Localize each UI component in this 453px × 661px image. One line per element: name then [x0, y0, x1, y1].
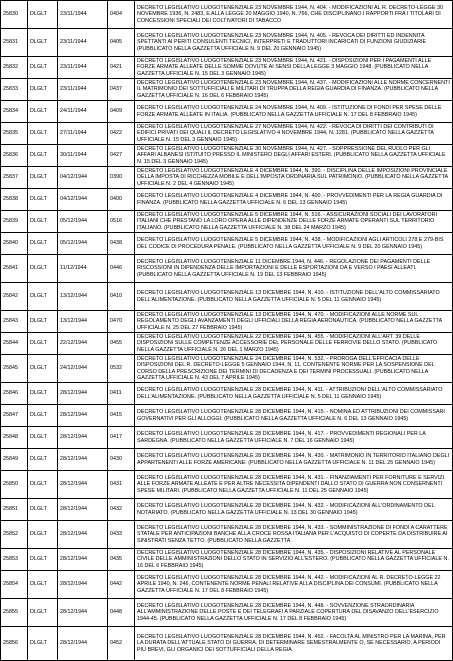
act-date: 28/12/1944: [58, 627, 108, 661]
act-date: 27/11/1944: [58, 123, 108, 145]
act-type: DLGLT: [28, 145, 58, 167]
act-description: DECRETO LEGISLATIVO LUOGOTENENZIALE 28 DICEMBRE 1944, N. 431. - FINANZIAMENTI PER FORNITURE E SERVIZI ALLE FORZE ARMATE ALLEATE E PER ALTRE NECESSITA DIPENDENTI DALLO STATO DI GUERRA NON CONSERNENTI SPESE MILITARI. (PUBBLICATO NELLA GAZZETTA UFFICIALE N. 11 DEL 25 GENNAIO 1945): [135, 471, 453, 499]
table-row: [1, 29, 453, 57]
record-number: 25849: [1, 449, 28, 471]
act-description: DECRETO LEGISLATIVO LUOGOTENENZIALE 13 DICEMBRE 1944, N. 410. - ISTITUZIONE DELL'ALTO COMMISSARIATO DELL'ALIMENTAZIONE. (PUBBLICATO NELLA GAZZETTA UFFICIALE N. 5 DEL 11 GENNAIO 1945): [135, 283, 453, 311]
act-type: DLGLT: [28, 499, 58, 521]
act-number: 0516: [108, 211, 135, 233]
record-number: 25848: [1, 427, 28, 449]
act-description: DECRETO LEGISLATIVO LUOGOTENENZIALE 23 NOVEMBRE 1944, N. 405. - REVOCA DEI DIRITTI ED INDENNITA SPETTANTI AI PERITI CONSULENTI TECNICI, INTERPRETI E TRADUTTORI INCARICATI DI FUNZIONI GIUDIZIARIE (PUBBLICATO NELLA GAZZETTA UFFICIALE N. 9 DEL 20 GENNAIO 1945): [135, 29, 453, 57]
act-type: DLGLT: [28, 79, 58, 101]
act-date: 05/12/1944: [58, 211, 108, 233]
act-number: 0433: [108, 521, 135, 549]
act-description: DECRETO LEGISLATIVO LUOGOTENENZIALE 4 DICEMBRE 1944, N. 390. - DISCIPLINA DELLE IMPOSIZIONI PROVINCIALE DELLA IMPOSTA DI RICCHEZZA MOBILE E DELL'IMPOSTA ORDINARIA SUL PATRIMONIO. (PUBBLICATO NELLA GAZZETTA UFFICIALE N. 2 DEL 4 GENNAIO 1945): [135, 167, 453, 189]
act-number: 0400: [108, 189, 135, 211]
act-number: 0438: [108, 233, 135, 255]
record-number: 25850: [1, 471, 28, 499]
act-type: DLGLT: [28, 405, 58, 427]
act-type: DLGLT: [28, 383, 58, 405]
act-number: 0427: [108, 145, 135, 167]
act-date: 28/12/1944: [58, 427, 108, 449]
act-type: DLGLT: [28, 549, 58, 571]
act-date: 28/12/1944: [58, 521, 108, 549]
act-number: 0390: [108, 167, 135, 189]
table-row: [1, 405, 453, 427]
record-number: 25851: [1, 499, 28, 521]
act-number: 0431: [108, 471, 135, 499]
record-number: 25855: [1, 599, 28, 627]
act-type: DLGLT: [28, 189, 58, 211]
act-type: DLGLT: [28, 333, 58, 355]
act-date: 04/12/1944: [58, 189, 108, 211]
table-row: [1, 1, 453, 29]
act-number: 0411: [108, 383, 135, 405]
act-date: 23/11/1944: [58, 57, 108, 79]
table-row: [1, 211, 453, 233]
record-number: 25832: [1, 57, 28, 79]
act-type: DLGLT: [28, 521, 58, 549]
act-date: 23/11/1944: [58, 1, 108, 29]
act-description: DECRETO LEGISLATIVO LUOGOTENENZIALE 28 DICEMBRE 1944, N. 430. - MATRIMONIO IN TERRITORIO ITALIANO DEGLI APPARTENENTI ALLE FORZE AMERICANE. (PUBBLICATO NELLA GAZZETTA UFFICIALE N. 11 DEL 25 GENNAIO 1945): [135, 449, 453, 471]
act-description: DECRETO LEGISLATIVO LUOGOTENENZIALE 28 DICEMBRE 1944, N. 448. - SOVVENZIONE STRAORDINARIA ALL'AMMINISTRAZIONE DELLE POSTE E DEI TELEGRAFI A PARZIALE COPERTURA DEL DISAVANZO DELL'ESERCIZIO 1944-45. (PUBBLICATO NELLA GAZZETTA UFFICIALE N. 17 DEL 8 FEBBRAIO 1945): [135, 599, 453, 627]
act-date: 28/12/1944: [58, 449, 108, 471]
record-number: 25845: [1, 355, 28, 383]
act-type: DLGLT: [28, 167, 58, 189]
table-row: [1, 549, 453, 571]
record-number: 25856: [1, 627, 28, 661]
act-number: 0446: [108, 255, 135, 283]
record-number: 25840: [1, 233, 28, 255]
act-date: 28/12/1944: [58, 383, 108, 405]
act-date: 30/11/1944: [58, 145, 108, 167]
act-date: 28/12/1944: [58, 571, 108, 599]
act-type: DLGLT: [28, 1, 58, 29]
act-description: DECRETO LEGISLATIVO LUOGOTENENZIALE 28 DICEMBRE 1944, N. 432. - MODIFICAZIONI ALL'ORDINAMENTO DEL NOTARIATO. (PUBBLICATO NELLA GAZZETTA UFFICIALE N. 13 DEL 30 GENNAIO 1945): [135, 499, 453, 521]
act-date: 05/12/1944: [58, 233, 108, 255]
act-type: DLGLT: [28, 449, 58, 471]
record-number: 25831: [1, 29, 28, 57]
table-row: [1, 427, 453, 449]
act-date: 28/12/1944: [58, 599, 108, 627]
act-type: DLGLT: [28, 599, 58, 627]
act-date: 13/12/1944: [58, 283, 108, 311]
act-number: 0421: [108, 57, 135, 79]
act-date: 04/12/1944: [58, 167, 108, 189]
act-description: DECRETO LEGISLATIVO LUOGOTENENZIALE 28 DICEMBRE 1944, N. 415. - NOMINA ED ATTRIBUZIONI DEI COMMISSARI GOVERNATIVI PER GLI ALLOGGI. (PUBBLICATO NELLA GAZZETTA UFFICIALE N. 6 DEL 13 GENNAIO 1945): [135, 405, 453, 427]
act-description: DECRETO LEGISLATIVO LUOGOTENENZIALE 22 DICEMBRE 1944, N. 455. - MODIFICAZIONI ALL'ART. 39 DELLE DISPOSIZIONI SULLE COMPETENZE ACCESSORIE DEL PERSONALE DELLE FERROVIE DELLO STATO. (PUBBLICATO NELLA GAZZETTA UFFICIALE N. 26 DEL 1 MARZO 1945): [135, 333, 453, 355]
act-type: DLGLT: [28, 311, 58, 333]
act-description: DECRETO LEGISLATIVO LUOGOTENENZIALE 5 DICEMBRE 1944, N. 438. - MODIFICAZIONI AGLI ARTICOLI 278 E 279-BIS DEL CODICE DI PROCEDURA PENALE. (PUBBLICATO NELLA GAZZETTA UFFICIALE N. 9 DEL 20 GENNAIO 1945): [135, 233, 453, 255]
table-row: [1, 123, 453, 145]
table-row: [1, 57, 453, 79]
table-row: [1, 521, 453, 549]
act-date: 28/12/1944: [58, 405, 108, 427]
act-date: 23/11/1944: [58, 29, 108, 57]
act-type: DLGLT: [28, 571, 58, 599]
act-description: DECRETO LEGISLATIVO LUOGOTENENZIALE 24 NOVEMBRE 1944, N. 409. - ISTITUZIONE DI FONDI PER SPESE DELLE FORZE ARMATE ALLEATE IN ITALIA. (PUBBLICATO NELLA GAZZETTA UFFICIALE N. 17 DEL 8 FEBBRAIO 1945): [135, 101, 453, 123]
act-description: DECRETO LEGISLATIVO LUOGOTENENZIALE 23 NOVEMBRE 1944, N. 437. - MODIFICAZIONI ALLE NORME CONCERNENTI IL MATRIMONIO DEI SOTTUFFICIALI E MILITARI DI TRUPPA DELLA REGIA GUARDIA DI FINANZA. (PUBBLICATO NELLA GAZZETTA UFFICIALE N. 16 DEL 6 FEBBRAIO 1945): [135, 79, 453, 101]
act-number: 0442: [108, 571, 135, 599]
act-type: DLGLT: [28, 29, 58, 57]
record-number: 25842: [1, 283, 28, 311]
table-row: [1, 283, 453, 311]
act-description: DECRETO LEGISLATIVO LUOGOTENENZIALE 28 DICEMBRE 1944, N. 435. - DISPOSIZIONI RELATIVE AL PERSONALE CIVILE DELLE AMMINISTRAZIONI DELLO STATO IN SERVIZIO ALL'ESTERO. (PUBBLICATO NELLA GAZZETTA UFFICIALE N. 16 DEL 6 FEBBRAIO 1945): [135, 549, 453, 571]
table-row: [1, 255, 453, 283]
act-number: 0437: [108, 79, 135, 101]
table-row: [1, 571, 453, 599]
act-number: 0452: [108, 627, 135, 661]
record-number: 25843: [1, 311, 28, 333]
decrees-table-body: [1, 1, 453, 661]
act-number: 0410: [108, 283, 135, 311]
act-type: DLGLT: [28, 211, 58, 233]
act-date: 13/12/1944: [58, 311, 108, 333]
act-date: 28/12/1944: [58, 471, 108, 499]
act-description: DECRETO LEGISLATIVO LUOGOTENENZIALE 5 DICEMBRE 1944, N. 516. - ASSICURAZIONI SOCIALI DEI LAVORATORI ITALIANI CHE PRESTANO LA LORO OPERA ALLE DIPENDENZE DELLE FORZE ARMATE OPERANTI SUL TERRITORIO ITALIANO. (PUBBLICATO NELLA GAZZETTA UFFICIALE N. 38 DEL 24 MARZO 1945): [135, 211, 453, 233]
act-number: 0422: [108, 123, 135, 145]
act-date: 11/12/1944: [58, 255, 108, 283]
table-row: [1, 599, 453, 627]
act-description: DECRETO LEGISLATIVO LUOGOTENENZIALE 11 DICEMBRE 1944, N. 446. - REGOLAZIONE DEI PAGAMENTI DELLE RISCOSSIONI IN DIPENDENZA DELLE IMPORTAZIONI E DELLE ESPORTAZIONI DA E VERSO I PAESI ALLEATI. (PUBBLICATO NELLA GAZZETTA UFFICIALE N. 19 DEL 13 FEBBRAIO 1945): [135, 255, 453, 283]
act-description: DECRETO LEGISLATIVO LUOGOTENENZIALE 23 NOVEMBRE 1944, N. 421. - DISPOSIZIONI PER I PAGAMENTI ALLE FORZE ARMATE ALLEATE DELLE SOMME DOVUTE AI SENSI DELLA LEGGE 3 MAGGIO 1948. (PUBBLICATO NELLA GAZZETTA UFFICIALE N. 15 DEL 3 GENNAIO 1945): [135, 57, 453, 79]
act-description: DECRETO LEGISLATIVO LUOGOTENENZIALE 28 DICEMBRE 1944, N. 433. - SOMMINISTRAZIONE DI FONDI A CARATTERE STATALE PER ANTICIPAZIONI BANCHE ALLA CROCE ROSSA ITALIANA PER L'ACQUISTO DI COPERTE DA DISTRIBUIRE AI SINISTRATI SENZA TETTO. (PUBBLICATO NELLA GAZZETTA: [135, 521, 453, 549]
act-number: 0435: [108, 549, 135, 571]
record-number: 25838: [1, 189, 28, 211]
act-date: 28/12/1944: [58, 549, 108, 571]
act-type: DLGLT: [28, 471, 58, 499]
act-description: DECRETO LEGISLATIVO LUOGOTENENZIALE 4 DICEMBRE 1944, N. 400. - PROVVEDIMENTI PER LA REGIA GUARDIA DI FINANZA. (PUBBLICATO NELLA GAZZETTA UFFICIALE N. 6 DEL 13 GENNAIO 1945): [135, 189, 453, 211]
act-type: DLGLT: [28, 255, 58, 283]
record-number: 25839: [1, 211, 28, 233]
act-type: DLGLT: [28, 355, 58, 383]
record-number: 25852: [1, 521, 28, 549]
record-number: 25854: [1, 571, 28, 599]
table-row: [1, 499, 453, 521]
act-description: DECRETO LEGISLATIVO LUOGOTENENZIALE 27 NOVEMBRE 1944, N. 422. - REVOCA DI DIRITTI DEI CONTRIBUTI DI EDIFICI PRIVATI DEI QUALI IL DECRETO LEGISLATIVO 4 NOVEMBRE 1944, N. 1281. (PUBBLICATO NELLA GAZZETTA UFFICIALE N. 15 DEL 3 GENNAIO 1945): [135, 123, 453, 145]
act-number: 0470: [108, 311, 135, 333]
record-number: 25841: [1, 255, 28, 283]
act-description: DECRETO LEGISLATIVO LUOGOTENENZIALE 24 DICEMBRE 1944, N. 532. - PROROGA DELL'EFFICACIA DELLE DISPOSIZIONI DEL R. DECRETO-LEGGE 5 GENNAIO 1944, N. 11, CONTENENTE NORME PER LA SOSPENSIONE DEL CORSO DELLA PRESCRIZIONE DEI TERMINI DI DECADENZA E DEI TERMINI PROCESSUALI. (PUBBLICATO NELLA GAZZETTA UFFICIALE N. 43 DEL 7 APRILE 1945): [135, 355, 453, 383]
table-row: [1, 311, 453, 333]
table-row: [1, 449, 453, 471]
act-date: 28/12/1944: [58, 499, 108, 521]
record-number: 25835: [1, 123, 28, 145]
record-number: 25837: [1, 167, 28, 189]
record-number: 25847: [1, 405, 28, 427]
act-description: DECRETO LEGISLATIVO LUOGOTENENZIALE 28 DICEMBRE 1944, N. 442. - MODIFICAZIONI AL R. DECRETO-LEGGE 22 APRILE 1940, N. 246, CONTENENTE NORME PENALI RELATIVE ALLA DISCIPLINA DEI CONSUMI. (PUBBLICATO NELLA GAZZETTA UFFICIALE N. 17 DEL 8 FEBBRAIO 1945): [135, 571, 453, 599]
act-number: 0404: [108, 1, 135, 29]
act-date: 24/12/1944: [58, 355, 108, 383]
act-description: DECRETO LEGISLATIVO LUOGOTENENZIALE 13 DICEMBRE 1944, N. 470. - MODIFICAZIONI ALLE NORME SUL REGOLAMENTO DEGLI AVANZAMENTI DEGLI UFFICIALI DELLA REGIA AERONAUTICA. (PUBBLICATO NELLA GAZZETTA UFFICIALE N. 25 DEL 27 FEBBRAIO 1945): [135, 311, 453, 333]
act-description: DECRETO LEGISLATIVO LUOGOTENENZIALE 23 NOVEMBRE 1944, N. 404. - MODIFICAZIONI AL R. DECRETO-LEGGE 30 NOVEMBRE 1936, N. 2483, E ALLA LEGGE 20 MAGGIO 1940, N. 766, CHE DISCIPLINANO I RAPPORTI FRA I TITOLARI DI CONCESSIONI SPECIALI DEI COLTIVATORI DI TABACCO: [135, 1, 453, 29]
act-number: 0409: [108, 101, 135, 123]
table-row: [1, 355, 453, 383]
act-description: DECRETO LEGISLATIVO LUOGOTENENZIALE 28 DICEMBRE 1944, N. 411. - ATTRIBUZIONI DELL'ALTO COMMISSARIATO DELL'ALIMENTAZIONE. (PUBBLICATO NELLA GAZZETTA UFFICIALE N. 5 DEL 11 GENNAIO 1945): [135, 383, 453, 405]
act-type: DLGLT: [28, 427, 58, 449]
act-number: 0448: [108, 599, 135, 627]
act-type: DLGLT: [28, 627, 58, 661]
act-date: 23/11/1944: [58, 79, 108, 101]
act-number: 0415: [108, 405, 135, 427]
table-row: [1, 101, 453, 123]
table-row: [1, 627, 453, 661]
act-type: DLGLT: [28, 233, 58, 255]
table-row: [1, 383, 453, 405]
record-number: 25844: [1, 333, 28, 355]
table-row: [1, 145, 453, 167]
act-date: 22/12/1944: [58, 333, 108, 355]
act-number: 0432: [108, 499, 135, 521]
table-row: [1, 189, 453, 211]
record-number: 25836: [1, 145, 28, 167]
act-type: DLGLT: [28, 283, 58, 311]
record-number: 25830: [1, 1, 28, 29]
act-number: 0405: [108, 29, 135, 57]
act-date: 24/11/1944: [58, 101, 108, 123]
table-row: [1, 233, 453, 255]
record-number: 25846: [1, 383, 28, 405]
act-description: DECRETO LEGISLATIVO LUOGOTENENZIALE 28 DICEMBRE 1944, N. 452. - FACOLTA AL MINISTRO PER LA MARINA, PER LA DURATA DELL'ATTUALE STATO DI GUERRA, DI DETERMINARE SEMESTRALMENTE O, SE NECESSARIO, A PERIODI PIU BREVI, GLI ORGANICI DEI SOTTUFFICIALI DELLA REGIA: [135, 627, 453, 661]
act-type: DLGLT: [28, 101, 58, 123]
act-number: 0430: [108, 449, 135, 471]
record-number: 25833: [1, 79, 28, 101]
act-description: DECRETO LEGISLATIVO LUOGOTENENZIALE 28 DICEMBRE 1944, N. 417. - PROVVEDIMENTI REGIONALI PER LA SARDEGNA. (PUBBLICATO NELLA GAZZETTA UFFICIALE N. 7 DEL 16 GENNAIO 1945): [135, 427, 453, 449]
record-number: 25834: [1, 101, 28, 123]
table-row: [1, 167, 453, 189]
act-number: 0455: [108, 333, 135, 355]
act-type: DLGLT: [28, 123, 58, 145]
act-description: DECRETO LEGISLATIVO LUOGOTENENZIALE 30 NOVEMBRE 1944, N. 427. - SOPPRESSIONE DEL RUOLO PER GLI AFFARI ALBANESI ISTITUITO PRESSO IL MINISTERO DEGLI AFFARI ESTERI. (PUBBLICATO NELLA GAZZETTA UFFICIALE N. 15 DEL 3 GENNAIO 1945): [135, 145, 453, 167]
table-row: [1, 79, 453, 101]
act-number: 0532: [108, 355, 135, 383]
table-row: [1, 471, 453, 499]
act-type: DLGLT: [28, 57, 58, 79]
table-row: [1, 333, 453, 355]
act-number: 0417: [108, 427, 135, 449]
record-number: 25853: [1, 549, 28, 571]
